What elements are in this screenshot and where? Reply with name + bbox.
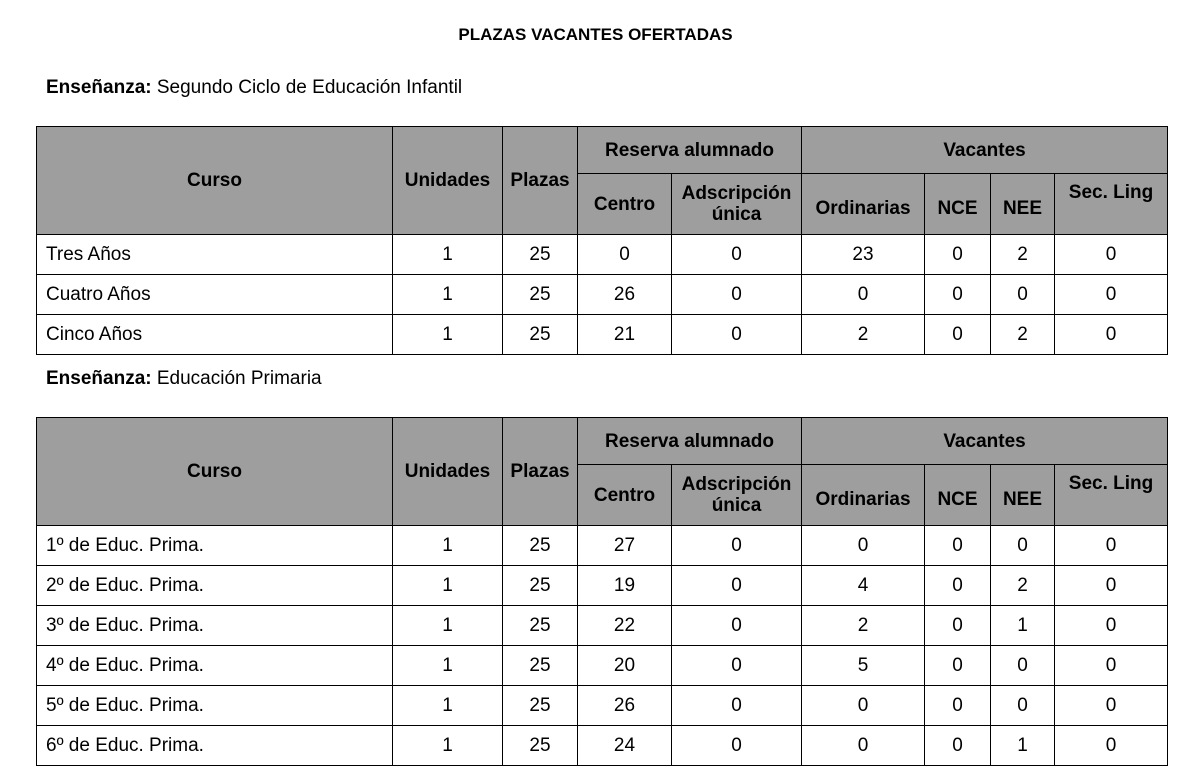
cell-nee: 0 bbox=[991, 526, 1055, 566]
cell-centro: 24 bbox=[578, 726, 672, 766]
header-sec-ling: Sec. Ling bbox=[1055, 465, 1168, 526]
header-vacantes: Vacantes bbox=[802, 418, 1168, 465]
cell-centro: 19 bbox=[578, 566, 672, 606]
cell-curso: 1º de Educ. Prima. bbox=[37, 526, 393, 566]
cell-centro: 26 bbox=[578, 275, 672, 315]
table-row bbox=[37, 275, 1168, 315]
cell-adscripcion: 0 bbox=[672, 726, 802, 766]
cell-plazas: 25 bbox=[503, 566, 578, 606]
cell-sec-ling: 0 bbox=[1055, 566, 1168, 606]
header-ordinarias: Ordinarias bbox=[802, 174, 925, 235]
cell-centro: 26 bbox=[578, 686, 672, 726]
table-row bbox=[37, 646, 1168, 686]
cell-adscripcion: 0 bbox=[672, 315, 802, 355]
table-row bbox=[37, 526, 1168, 566]
cell-curso: 2º de Educ. Prima. bbox=[37, 566, 393, 606]
header-curso: Curso bbox=[37, 418, 393, 526]
cell-sec-ling: 0 bbox=[1055, 726, 1168, 766]
cell-ordinarias: 0 bbox=[802, 686, 925, 726]
cell-ordinarias: 5 bbox=[802, 646, 925, 686]
table-row bbox=[37, 686, 1168, 726]
section-heading-infantil bbox=[46, 77, 462, 99]
section-label: Enseñanza: bbox=[46, 77, 152, 98]
cell-plazas: 25 bbox=[503, 726, 578, 766]
header-adscripcion-line1: Adscripción bbox=[681, 474, 792, 495]
cell-plazas: 25 bbox=[503, 686, 578, 726]
header-nee: NEE bbox=[991, 174, 1055, 235]
cell-nce: 0 bbox=[925, 315, 991, 355]
cell-adscripcion: 0 bbox=[672, 235, 802, 275]
header-unidades: Unidades bbox=[393, 418, 503, 526]
cell-adscripcion: 0 bbox=[672, 566, 802, 606]
cell-nee: 0 bbox=[991, 686, 1055, 726]
cell-nce: 0 bbox=[925, 526, 991, 566]
cell-unidades: 1 bbox=[393, 646, 503, 686]
cell-ordinarias: 2 bbox=[802, 606, 925, 646]
header-sec-ling: Sec. Ling bbox=[1055, 174, 1168, 235]
cell-adscripcion: 0 bbox=[672, 606, 802, 646]
cell-curso: Cuatro Años bbox=[37, 275, 393, 315]
vacancies-table-infantil bbox=[36, 126, 1168, 355]
cell-adscripcion: 0 bbox=[672, 275, 802, 315]
header-vacantes: Vacantes bbox=[802, 127, 1168, 174]
cell-unidades: 1 bbox=[393, 726, 503, 766]
cell-plazas: 25 bbox=[503, 526, 578, 566]
cell-nee: 2 bbox=[991, 566, 1055, 606]
cell-plazas: 25 bbox=[503, 646, 578, 686]
cell-unidades: 1 bbox=[393, 606, 503, 646]
cell-ordinarias: 0 bbox=[802, 526, 925, 566]
cell-curso: Tres Años bbox=[37, 235, 393, 275]
cell-sec-ling: 0 bbox=[1055, 315, 1168, 355]
section-label: Enseñanza: bbox=[46, 368, 152, 389]
cell-nce: 0 bbox=[925, 606, 991, 646]
cell-adscripcion: 0 bbox=[672, 646, 802, 686]
cell-adscripcion: 0 bbox=[672, 686, 802, 726]
header-curso: Curso bbox=[37, 127, 393, 235]
cell-plazas: 25 bbox=[503, 275, 578, 315]
header-unidades: Unidades bbox=[393, 127, 503, 235]
cell-centro: 0 bbox=[578, 235, 672, 275]
cell-nee: 0 bbox=[991, 275, 1055, 315]
header-adscripcion-line2: única bbox=[711, 495, 762, 516]
cell-ordinarias: 23 bbox=[802, 235, 925, 275]
cell-sec-ling: 0 bbox=[1055, 686, 1168, 726]
cell-plazas: 25 bbox=[503, 235, 578, 275]
cell-centro: 27 bbox=[578, 526, 672, 566]
header-centro: Centro bbox=[578, 174, 672, 235]
cell-nce: 0 bbox=[925, 686, 991, 726]
cell-adscripcion: 0 bbox=[672, 526, 802, 566]
cell-nee: 1 bbox=[991, 606, 1055, 646]
section-heading-primaria bbox=[46, 368, 322, 390]
header-plazas: Plazas bbox=[503, 127, 578, 235]
header-nee: NEE bbox=[991, 465, 1055, 526]
cell-unidades: 1 bbox=[393, 235, 503, 275]
table-row bbox=[37, 235, 1168, 275]
header-reserva: Reserva alumnado bbox=[578, 418, 802, 465]
header-nce: NCE bbox=[925, 174, 991, 235]
cell-ordinarias: 0 bbox=[802, 726, 925, 766]
header-adscripcion-line1: Adscripción bbox=[681, 183, 792, 204]
section-name: Educación Primaria bbox=[156, 368, 322, 389]
page-title: PLAZAS VACANTES OFERTADAS bbox=[458, 25, 733, 44]
cell-sec-ling: 0 bbox=[1055, 235, 1168, 275]
cell-nee: 2 bbox=[991, 315, 1055, 355]
cell-unidades: 1 bbox=[393, 686, 503, 726]
table-row bbox=[37, 566, 1168, 606]
table-row bbox=[37, 726, 1168, 766]
cell-ordinarias: 4 bbox=[802, 566, 925, 606]
header-centro: Centro bbox=[578, 465, 672, 526]
cell-nce: 0 bbox=[925, 726, 991, 766]
cell-sec-ling: 0 bbox=[1055, 275, 1168, 315]
cell-sec-ling: 0 bbox=[1055, 606, 1168, 646]
cell-ordinarias: 2 bbox=[802, 315, 925, 355]
cell-nee: 1 bbox=[991, 726, 1055, 766]
header-adscripcion-line2: única bbox=[711, 204, 762, 225]
cell-unidades: 1 bbox=[393, 275, 503, 315]
cell-curso: 3º de Educ. Prima. bbox=[37, 606, 393, 646]
cell-sec-ling: 0 bbox=[1055, 646, 1168, 686]
header-adscripcion bbox=[672, 174, 802, 235]
cell-sec-ling: 0 bbox=[1055, 526, 1168, 566]
cell-unidades: 1 bbox=[393, 315, 503, 355]
cell-curso: 5º de Educ. Prima. bbox=[37, 686, 393, 726]
header-ordinarias: Ordinarias bbox=[802, 465, 925, 526]
cell-nee: 2 bbox=[991, 235, 1055, 275]
cell-nee: 0 bbox=[991, 646, 1055, 686]
cell-curso: Cinco Años bbox=[37, 315, 393, 355]
section-name: Segundo Ciclo de Educación Infantil bbox=[156, 77, 463, 98]
cell-curso: 6º de Educ. Prima. bbox=[37, 726, 393, 766]
cell-unidades: 1 bbox=[393, 566, 503, 606]
vacancies-table-primaria bbox=[36, 417, 1168, 766]
cell-centro: 21 bbox=[578, 315, 672, 355]
cell-ordinarias: 0 bbox=[802, 275, 925, 315]
header-reserva: Reserva alumnado bbox=[578, 127, 802, 174]
cell-nce: 0 bbox=[925, 235, 991, 275]
table-row bbox=[37, 315, 1168, 355]
cell-nce: 0 bbox=[925, 566, 991, 606]
cell-plazas: 25 bbox=[503, 606, 578, 646]
cell-centro: 20 bbox=[578, 646, 672, 686]
table-row bbox=[37, 606, 1168, 646]
header-nce: NCE bbox=[925, 465, 991, 526]
cell-curso: 4º de Educ. Prima. bbox=[37, 646, 393, 686]
header-plazas: Plazas bbox=[503, 418, 578, 526]
cell-plazas: 25 bbox=[503, 315, 578, 355]
cell-nce: 0 bbox=[925, 646, 991, 686]
header-adscripcion bbox=[672, 465, 802, 526]
cell-centro: 22 bbox=[578, 606, 672, 646]
cell-unidades: 1 bbox=[393, 526, 503, 566]
cell-nce: 0 bbox=[925, 275, 991, 315]
